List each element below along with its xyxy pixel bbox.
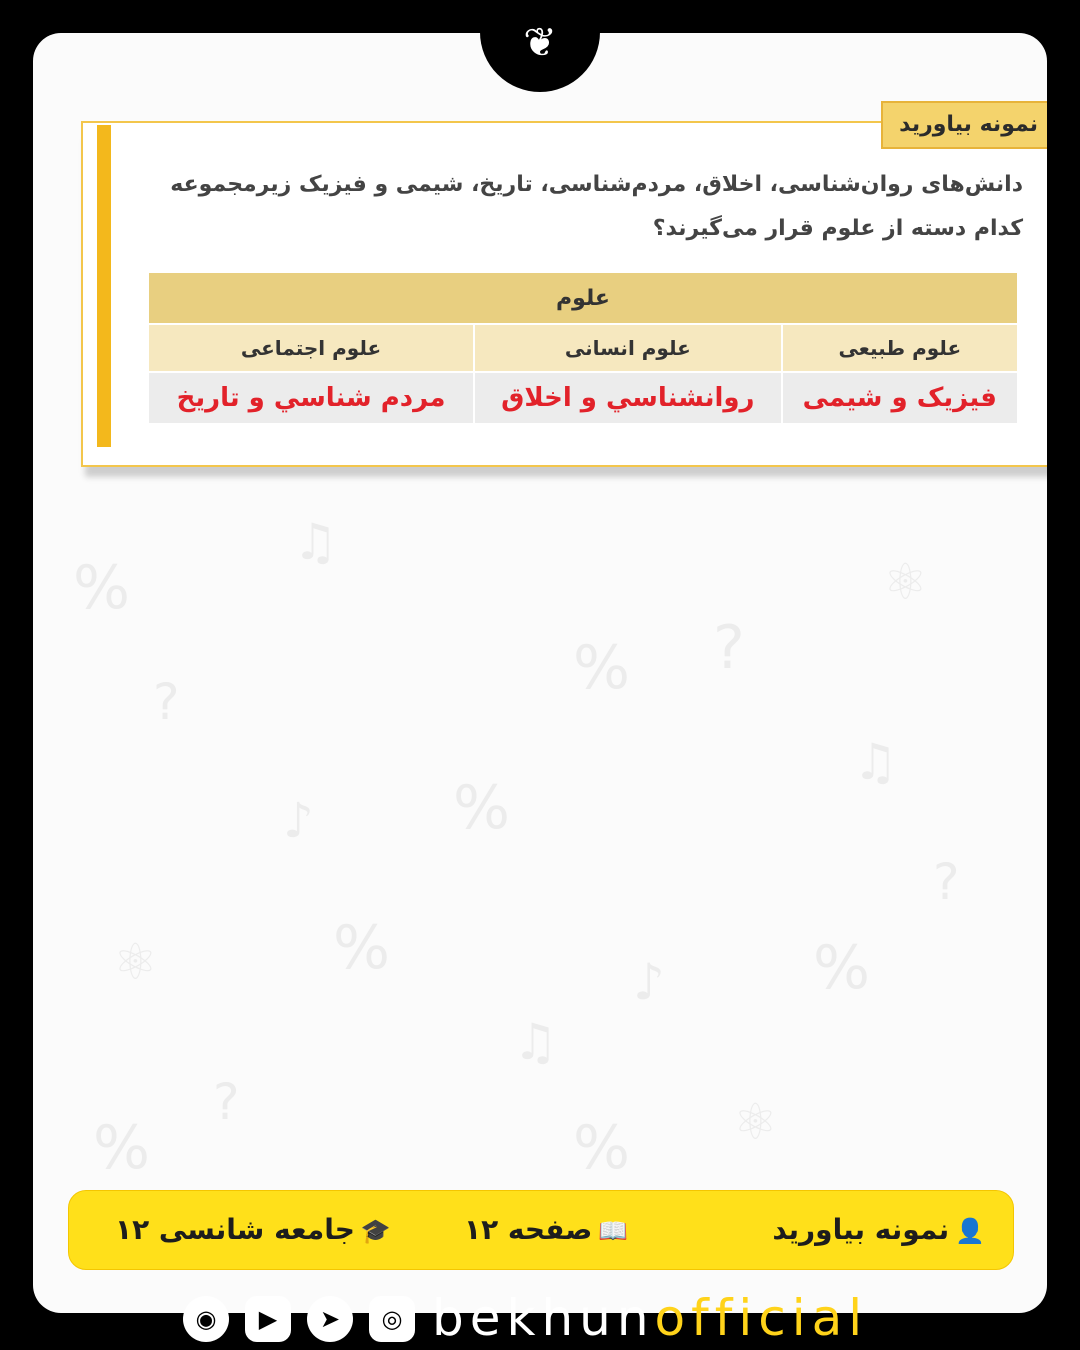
brand-name [432,1286,868,1350]
background-note-icon: ♫ [513,1013,558,1071]
background-note-icon: ♫ [853,733,898,791]
background-percent-icon: % [453,773,511,843]
footer-item-book [115,1191,391,1269]
page-background [33,33,1047,1313]
background-note-icon: ♪ [633,953,665,1011]
background-percent-icon: % [93,1113,151,1183]
column-natural-sciences: علوم طبیعی [782,324,1018,372]
background-question-icon: ? [713,613,745,683]
background-atom-icon: ⚛ [883,553,928,611]
question-text: دانش‌های روان‌شناسی، اخلاق، مردم‌شناسی، تاریخ، شیمی و فیزیک زیرمجموعه کدام دسته از علوم قرار می‌گیرند؟ [170,172,1023,241]
footer-item-page-label: صفحه ۱۲ [464,1213,593,1246]
background-question-icon: ? [213,1073,240,1131]
footer-item-book-label: جامعه شانسی ۱۲ [115,1213,355,1246]
telegram-icon[interactable]: ➤ [307,1296,353,1342]
teacher-icon: 👤 [955,1217,985,1245]
background-question-icon: ? [933,853,960,911]
brand-name-part2: official [654,1289,869,1347]
card-tag: نمونه بیاورید [881,101,1047,149]
youtube-icon[interactable]: ▶ [245,1296,291,1342]
background-note-icon: ♪ [283,793,314,849]
table-header: علوم [148,272,1018,324]
card-accent-bar [97,125,111,447]
example-card [81,112,1047,467]
film-reel-icon[interactable]: ◉ [183,1296,229,1342]
logo-mark-icon: ❦ [523,20,557,66]
social-bar [0,1280,1080,1350]
footer-item-example [772,1191,985,1269]
footer-item-example-label: نمونه بیاورید [772,1213,950,1246]
footer-item-page [464,1191,628,1269]
background-percent-icon: % [73,553,131,623]
background-percent-icon: % [573,633,631,703]
answer-humanities: روانشناسي و اخلاق [474,372,782,424]
sciences-table [147,271,1019,425]
background-percent-icon: % [333,913,391,983]
answer-social-sciences: مردم شناسي و تاريخ [148,372,474,424]
graduation-cap-icon: 🎓 [360,1217,391,1245]
background-atom-icon: ⚛ [733,1093,778,1151]
background-percent-icon: % [573,1113,631,1183]
background-atom-icon: ⚛ [113,933,158,991]
background-question-icon: ? [153,673,180,731]
book-icon: 📖 [598,1217,629,1245]
footer-bar [68,1190,1014,1270]
column-humanities: علوم انسانی [474,324,782,372]
answer-natural-sciences: فیزیک و شیمی [782,372,1018,424]
background-percent-icon: % [813,933,871,1003]
instagram-icon[interactable]: ◎ [369,1296,415,1342]
column-social-sciences: علوم اجتماعی [148,324,474,372]
background-note-icon: ♫ [293,513,338,571]
brand-name-part1: bekhun [432,1289,655,1347]
